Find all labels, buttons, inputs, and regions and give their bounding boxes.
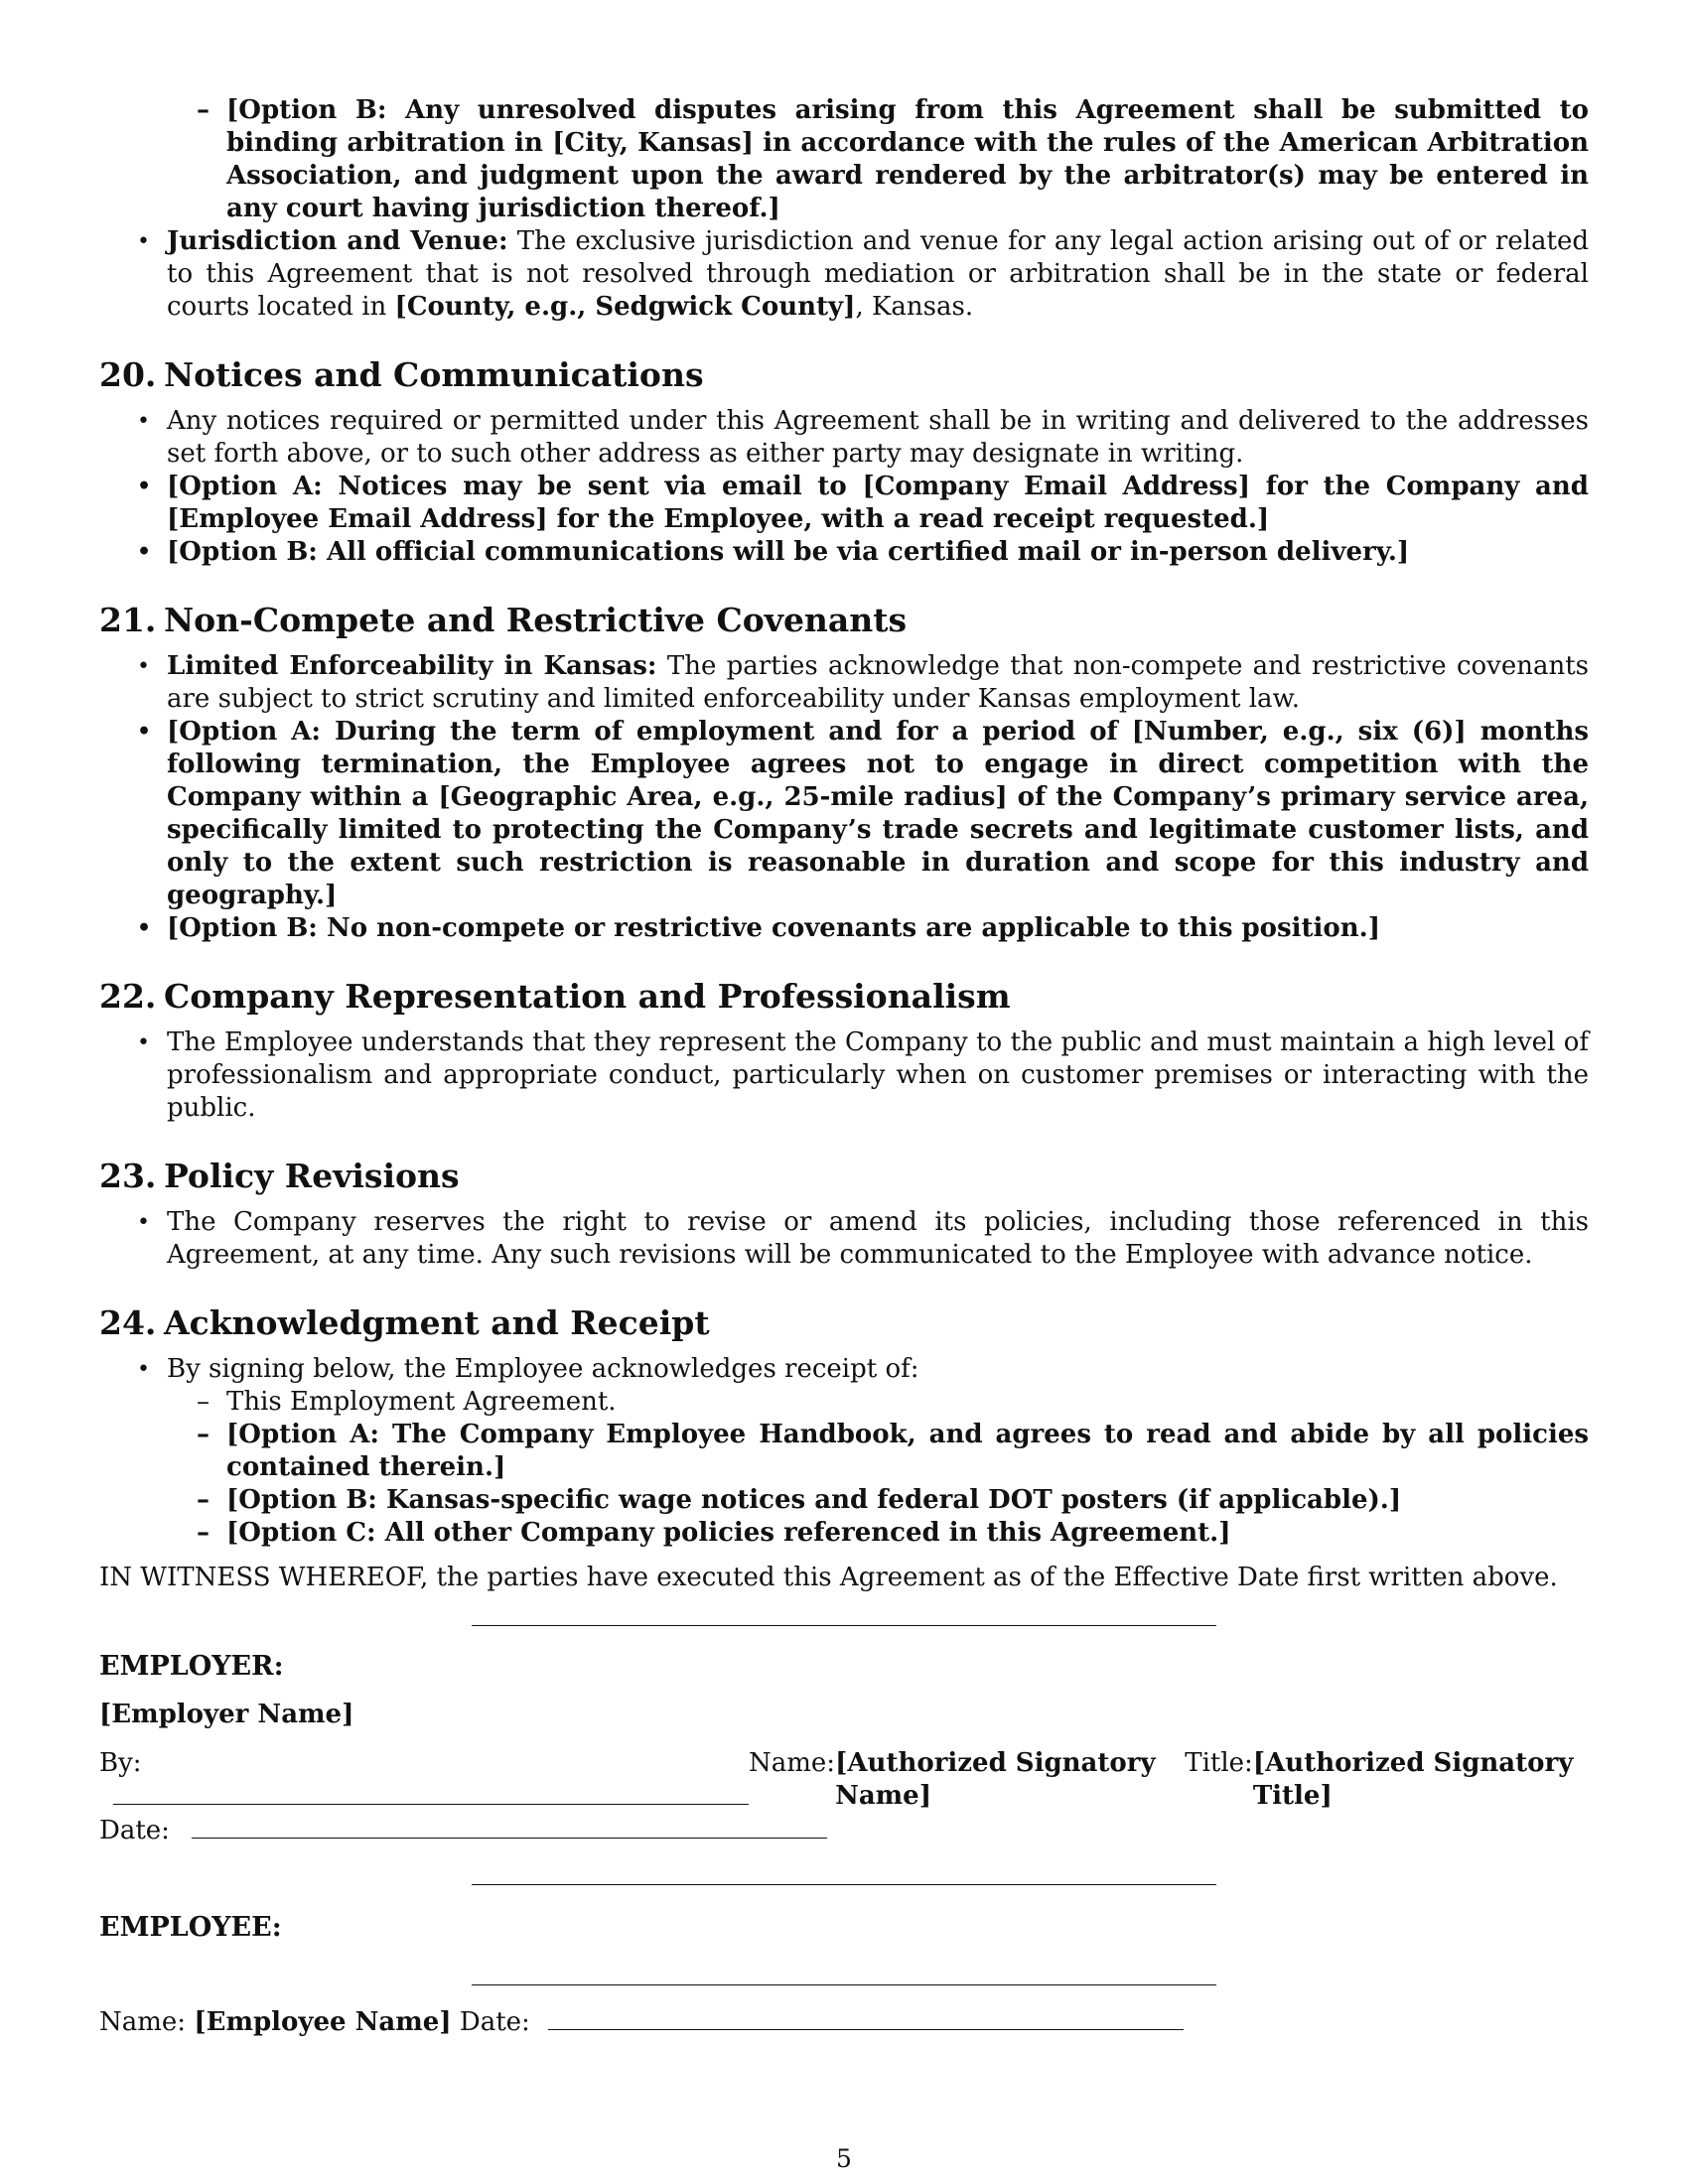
employee-details <box>99 2005 1589 2039</box>
jurisdiction-label: Jurisdiction and Venue: <box>167 226 508 256</box>
employer-date-field[interactable] <box>192 1814 827 1839</box>
jurisdiction-text: The exclusive jurisdiction and venue for any legal action arising out of or related to this Agreement that is not resolved through mediation or arbitration shall be in the state or federal courts located in <box>167 226 1590 322</box>
s24-dash-3: – [Option B: Kansas-specific wage notices and federal DOT posters (if applicable).] <box>167 1484 1589 1517</box>
section-24-list <box>99 1353 1589 1550</box>
s20-bullet-2: • [Option A: Notices may be sent via email to [Company Email Address] for the Company and [Employee Email Address] for the Employee, with a read receipt requested.] <box>99 471 1589 536</box>
s21-text: The parties acknowledge that non-compete and restrictive covenants are subject to strict scrutiny and limited enforceability under Kansas employment law. <box>167 651 1590 714</box>
s23-bullet-1: • The Company reserves the right to revise or amend its policies, including those referenced in this Agreement, at any time. Any such revisions will be communicated to the Employee with advance notice. <box>99 1206 1589 1272</box>
employer-name: [Employer Name] <box>99 1700 354 1729</box>
arbitration-option-b: – [Option B: Any unresolved disputes arising from this Agreement shall be submitted to binding arbitration in [City, Kansas] in accordance with the rules of the American Arbitration Association, and judgment upon the award rendered by the arbitrator(s) may be entered in any court having jurisdiction thereof.] <box>99 94 1589 225</box>
section-23-list <box>99 1206 1589 1272</box>
signatory-title: [Authorized Signatory Title] <box>1252 1748 1574 1811</box>
s21-bullet-1 <box>99 650 1589 716</box>
jurisdiction-item <box>99 225 1589 324</box>
section-22-heading: 22. Company Representation and Professionalism <box>99 977 1011 1016</box>
s24-receipt-list <box>167 1386 1589 1550</box>
witness-statement: IN WITNESS WHEREOF, the parties have executed this Agreement as of the Effective Date first written above. <box>99 1563 1558 1592</box>
jurisdiction-county: [County, e.g., Sedgwick County] <box>394 292 856 322</box>
employee-name: [Employee Name] <box>194 2007 452 2037</box>
jurisdiction-end: , Kansas. <box>855 292 974 322</box>
employee-divider-line <box>472 1883 1216 1885</box>
by-label: By: <box>99 1748 142 1778</box>
section-22-list <box>99 1026 1589 1125</box>
by-signature-field[interactable] <box>113 1780 749 1805</box>
employee-signature-line[interactable] <box>472 1983 1216 1985</box>
s24-dash-2: – [Option A: The Company Employee Handbook, and agrees to read and abide by all policies contained therein.] <box>167 1419 1589 1484</box>
s21-bullet-3: • [Option B: No non-compete or restrictive covenants are applicable to this position.] <box>99 912 1589 945</box>
s24-dash-1: – This Employment Agreement. <box>167 1386 1589 1419</box>
employee-date-field[interactable] <box>548 2005 1184 2030</box>
employer-date-label: Date: <box>99 1816 170 1845</box>
employer-title-label: Title: <box>1185 1748 1253 1778</box>
s20-bullet-1: • Any notices required or permitted under this Agreement shall be in writing and delivered to the addresses set forth above, or to such other address as either party may designate in writing. <box>99 405 1589 471</box>
signatory-name: [Authorized Signatory Name] <box>835 1748 1156 1811</box>
section-23-heading: 23. Policy Revisions <box>99 1157 460 1195</box>
employee-date-label: Date: <box>459 2007 530 2037</box>
section-21-list <box>99 650 1589 945</box>
jurisdiction-list <box>99 225 1589 324</box>
s22-bullet-1: • The Employee understands that they represent the Company to the public and must maintain a high level of professionalism and appropriate conduct, particularly when on customer premises or interacting with the public. <box>99 1026 1589 1125</box>
section-20-heading: 20. Notices and Communications <box>99 355 704 394</box>
section-21-heading: 21. Non-Compete and Restrictive Covenants <box>99 601 908 639</box>
s24-bullet-1 <box>99 1353 1589 1550</box>
employer-name-label: Name: <box>749 1748 836 1778</box>
document-page <box>99 94 1589 2039</box>
continued-dash-list <box>99 94 1589 225</box>
section-24-heading: 24. Acknowledgment and Receipt <box>99 1303 710 1342</box>
section-20-list <box>99 405 1589 569</box>
s24-dash-4: – [Option C: All other Company policies referenced in this Agreement.] <box>167 1517 1589 1550</box>
employer-signature-line[interactable] <box>472 1624 1216 1626</box>
employee-label: EMPLOYEE: <box>99 1912 282 1943</box>
employer-details <box>99 1747 1589 1847</box>
employer-label: EMPLOYER: <box>99 1651 284 1682</box>
employee-name-label: Name: <box>99 2007 187 2037</box>
s21-label: Limited Enforceability in Kansas: <box>167 651 657 681</box>
page-number: 5 <box>836 2144 852 2173</box>
s20-bullet-3: • [Option B: All official communications will be via certified mail or in-person delivery.] <box>99 536 1589 569</box>
s21-bullet-2: • [Option A: During the term of employment and for a period of [Number, e.g., six (6)] months following termination, the Employee agrees not to engage in direct competition with the Company within a [Geographic Area, e.g., 25-mile radius] of the Company’s primary service area, specifically limited to protecting the Company’s trade secrets and legitimate customer lists, and only to the extent such restriction is reasonable in duration and scope for this industry and geography.] <box>99 716 1589 912</box>
s24-bullet-text: By signing below, the Employee acknowledges receipt of: <box>167 1354 919 1384</box>
